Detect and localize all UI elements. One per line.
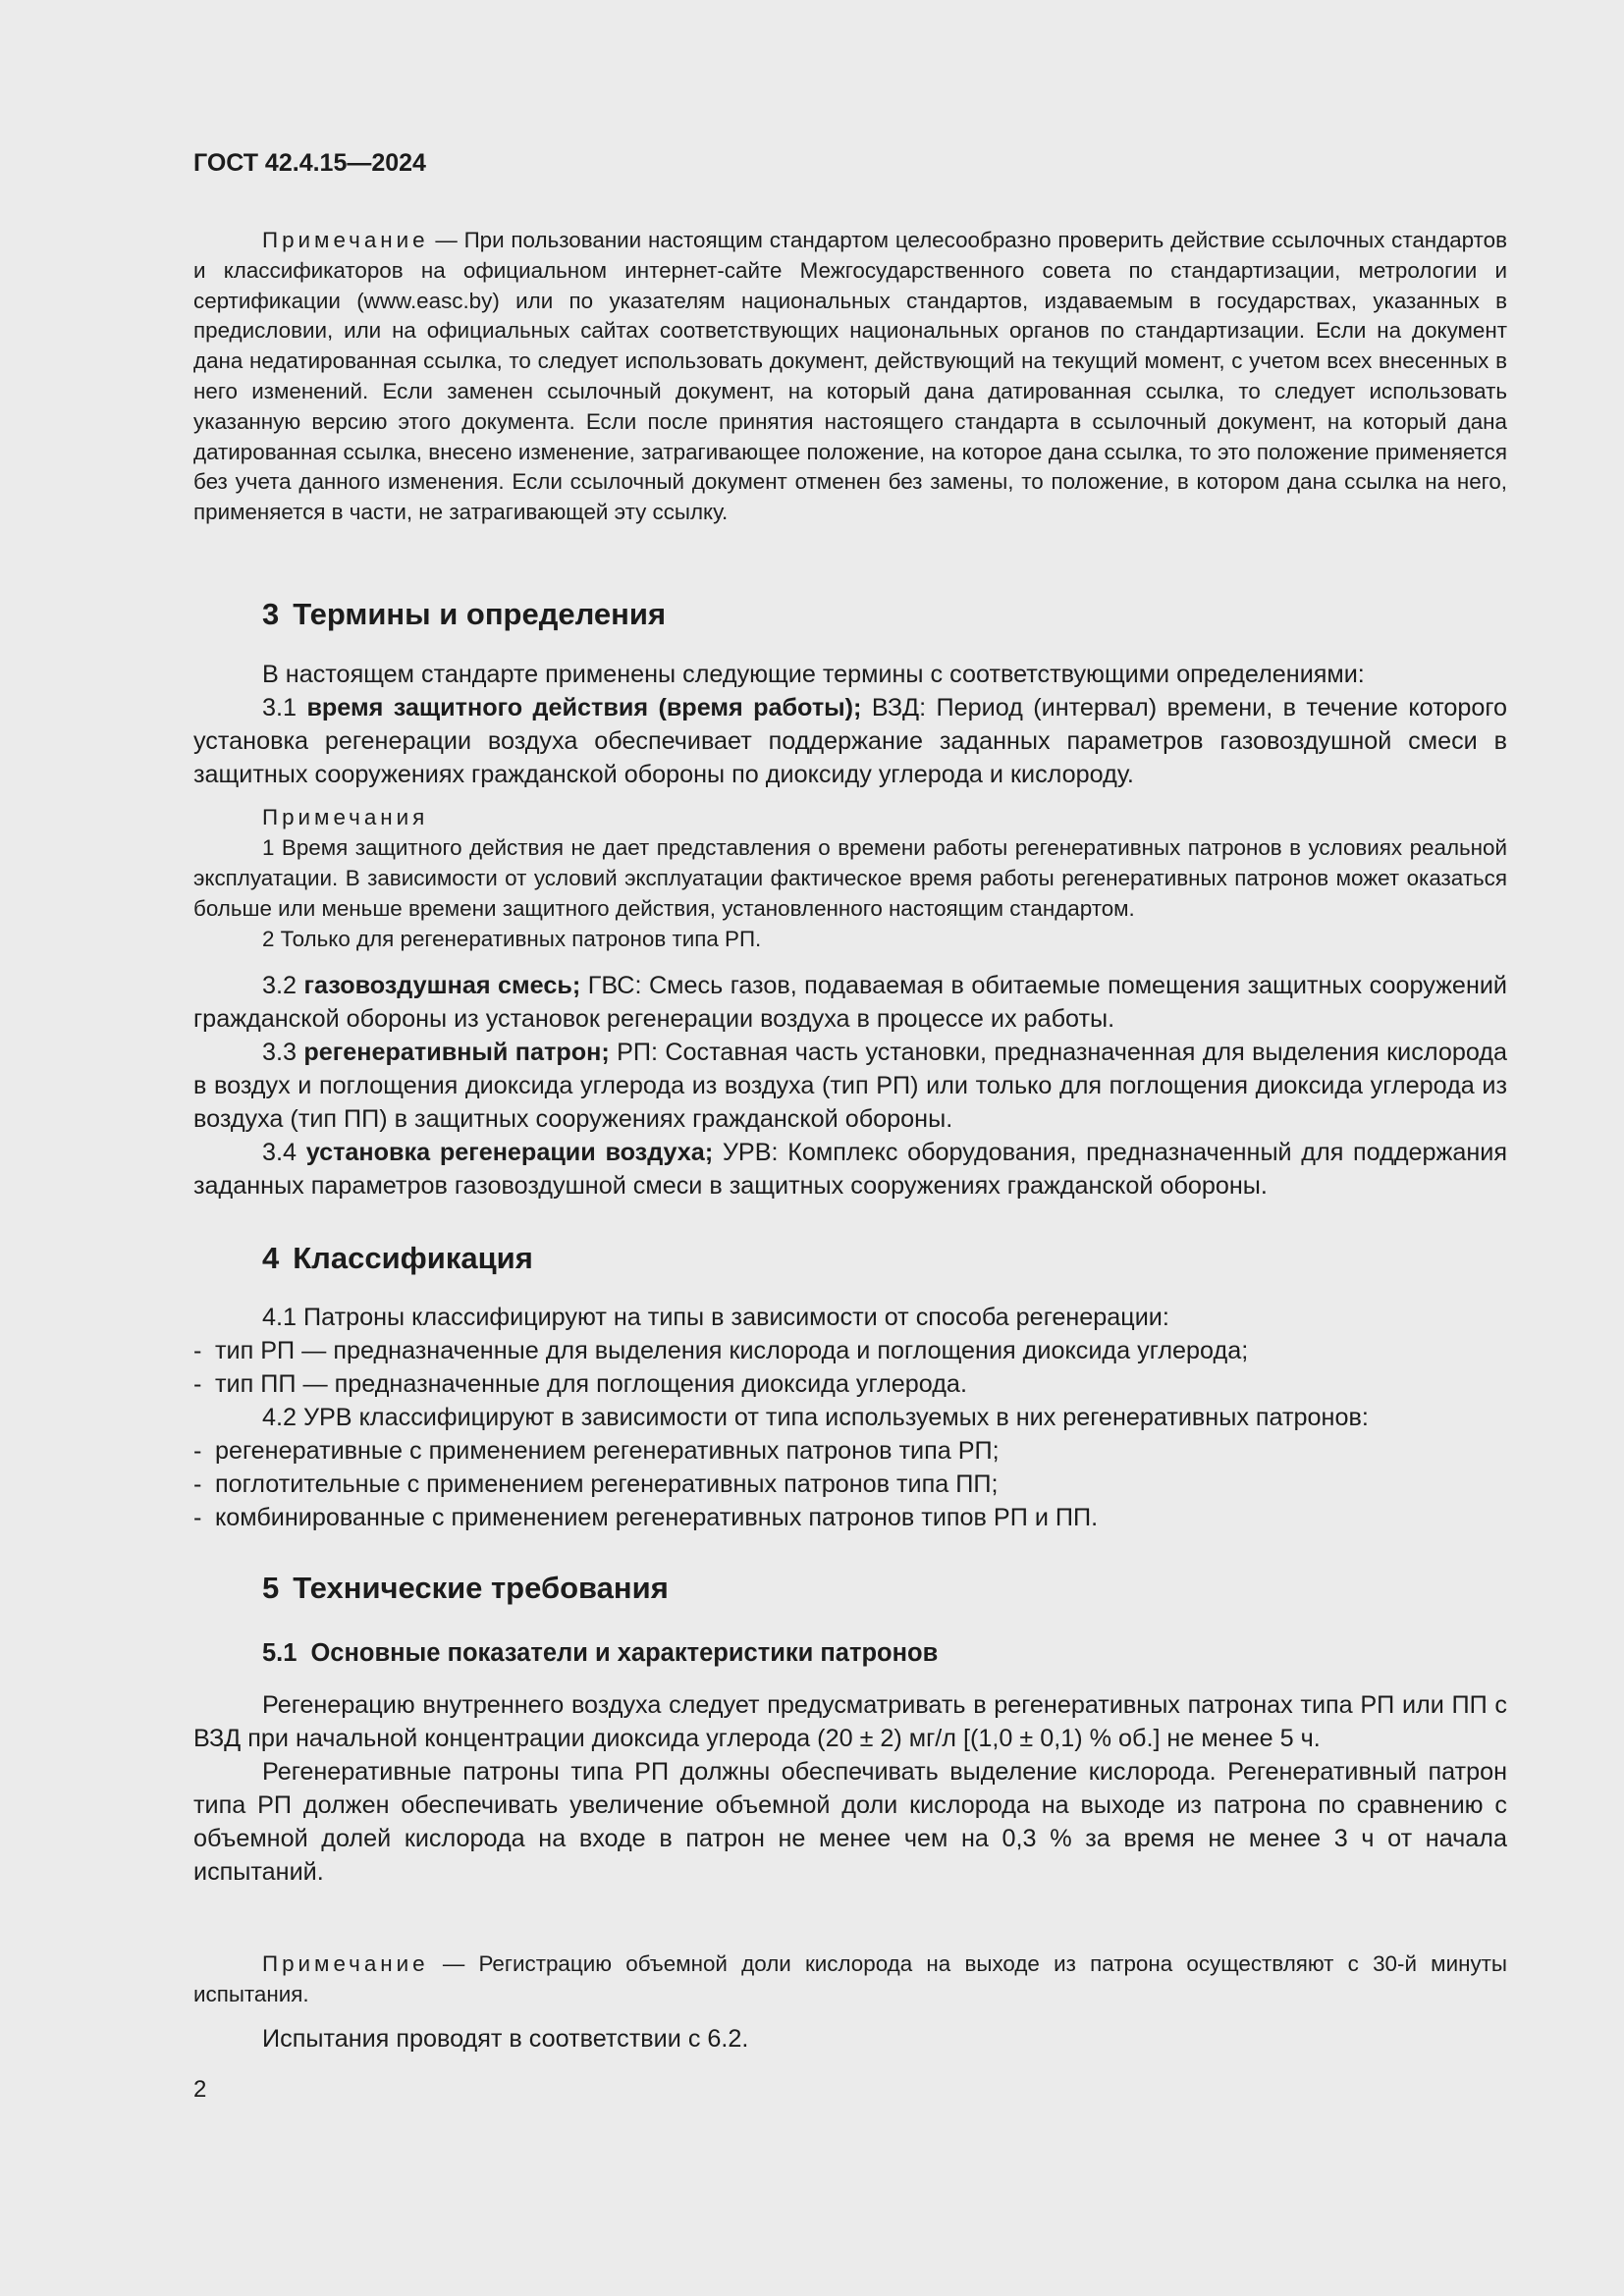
reference-note [193,226,1507,528]
document-id-header: ГОСТ 42.4.15—2024 [193,149,426,177]
section-5-note [193,1949,1507,2009]
term-3-3: 3.3 регенеративный патрон; РП: Составная часть установки, предназначенная для выделения кислорода в воздух и поглощения диоксида углерода из воздуха (тип РП) или только для поглощения диоксида углерода из воздуха (тип ПП) в защитных сооружениях гражданской обороны. [193,1039,1507,1133]
paragraph: Испытания проводят в соответствии с 6.2. [262,2025,749,2053]
note-2: 2 Только для регенеративных патронов типа РП. [262,927,762,951]
paragraph: Регенерацию внутреннего воздуха следует предусматривать в регенеративных патронах типа РП или ПП с ВЗД при начальной концентрации диоксида углерода (20 ± 2) мг/л [(1,0 ± 0,1) % об.] не менее 5 ч. [193,1691,1507,1752]
section-4-body [193,1301,1507,1534]
term-3-1: 3.1 время защитного действия (время работы); ВЗД: Период (интервал) времени, в течение которого установка регенерации воздуха обеспечивает поддержание заданных параметров газовоздушной смеси в защитных сооружениях гражданской обороны по диоксиду углерода и кислороду. [193,694,1508,788]
section-4-heading: 4 Классификация [262,1241,533,1275]
clause-4-1: 4.1 Патроны классифицируют на типы в зависимости от способа регенерации: [262,1304,1169,1331]
note-text: — Регистрацию объемной доли кислорода на выходе из патрона осуществляют с 30-й минуты испытания. [193,1951,1507,2006]
paragraph: Регенеративные патроны типа РП должны обеспечивать выделение кислорода. Регенеративный патрон типа РП должен обеспечивать увеличение объемной доли кислорода на выходе из патрона по сравнению с объемной долей кислорода на входе в патрон не менее чем на 0,3 % за время не менее 3 ч от начала испытаний. [193,1758,1507,1886]
list-item: - поглотительные с применением регенеративных патронов типа ПП; [193,1470,999,1498]
note-1: 1 Время защитного действия не дает представления о времени работы регенеративных патронов в условиях реальной эксплуатации. В зависимости от условий эксплуатации фактическое время работы регенеративных патронов может оказаться больше или меньше времени защитного действия, установленного настоящим стандартом. [193,835,1507,921]
list-item: - регенеративные с применением регенеративных патронов типа РП; [193,1437,1000,1465]
subsection-5-1-heading: 5.1 Основные показатели и характеристики патронов [262,1639,939,1667]
section-3-terms [193,969,1507,1202]
term-3-4: 3.4 установка регенерации воздуха; УРВ: Комплекс оборудования, предназначенный для поддержания заданных параметров газовоздушной смеси в защитных сооружениях гражданской обороны. [193,1139,1508,1200]
notes-label: Примечания [262,805,429,829]
list-item: - тип РП — предназначенные для выделения кислорода и поглощения диоксида углерода; [193,1337,1249,1364]
list-item: - комбинированные с применением регенеративных патронов типов РП и ПП. [193,1504,1099,1531]
list-item: - тип ПП — предназначенные для поглощения диоксида углерода. [193,1370,967,1398]
section-5-heading: 5 Технические требования [262,1571,669,1605]
section-3-intro: В настоящем стандарте применены следующие термины с соответствующими определениями: [262,661,1365,688]
note-label: Примечание [262,228,429,252]
section-3-heading: 3 Термины и определения [262,597,667,631]
page-number: 2 [193,2076,207,2103]
note-label: Примечание [262,1951,429,1976]
section-5-closing [193,2022,1507,2056]
clause-4-2: 4.2 УРВ классифицируют в зависимости от типа используемых в них регенеративных патронов: [262,1404,1369,1431]
section-5-body [193,1688,1507,1889]
section-3-body [193,658,1507,791]
section-3-notes [193,802,1507,954]
note-text: — При пользовании настоящим стандартом целесообразно проверить действие ссылочных стандартов и классификаторов на официальном интернет-сайте Межгосударственного совета по стандартизации, метрологии и сертификации (www.easc.by) или по указателям национальных стандартов, издаваемым в государствах, указанных в предисловии, или на официальных сайтах соответствующих национальных органов по стандартизации. Если на документ дана недатированная ссылка, то следует использовать документ, действующий на текущий момент, с учетом всех внесенных в него изменений. Если заменен ссылочный документ, на который дана датированная ссылка, то следует использовать указанную версию этого документа. Если после принятия настоящего стандарта в ссылочный документ, на который дана датированная ссылка, внесено изменение, затрагивающее положение, на которое дана ссылка, то это положение применяется без учета данного изменения. Если ссылочный документ отменен без замены, то положение, в котором дана ссылка на него, применяется в части, не затрагивающей эту ссылку. [193,228,1507,525]
term-3-2: 3.2 газовоздушная смесь; ГВС: Смесь газов, подаваемая в обитаемые помещения защитных сооружений гражданской обороны из установок регенерации воздуха в процессе их работы. [193,972,1507,1033]
